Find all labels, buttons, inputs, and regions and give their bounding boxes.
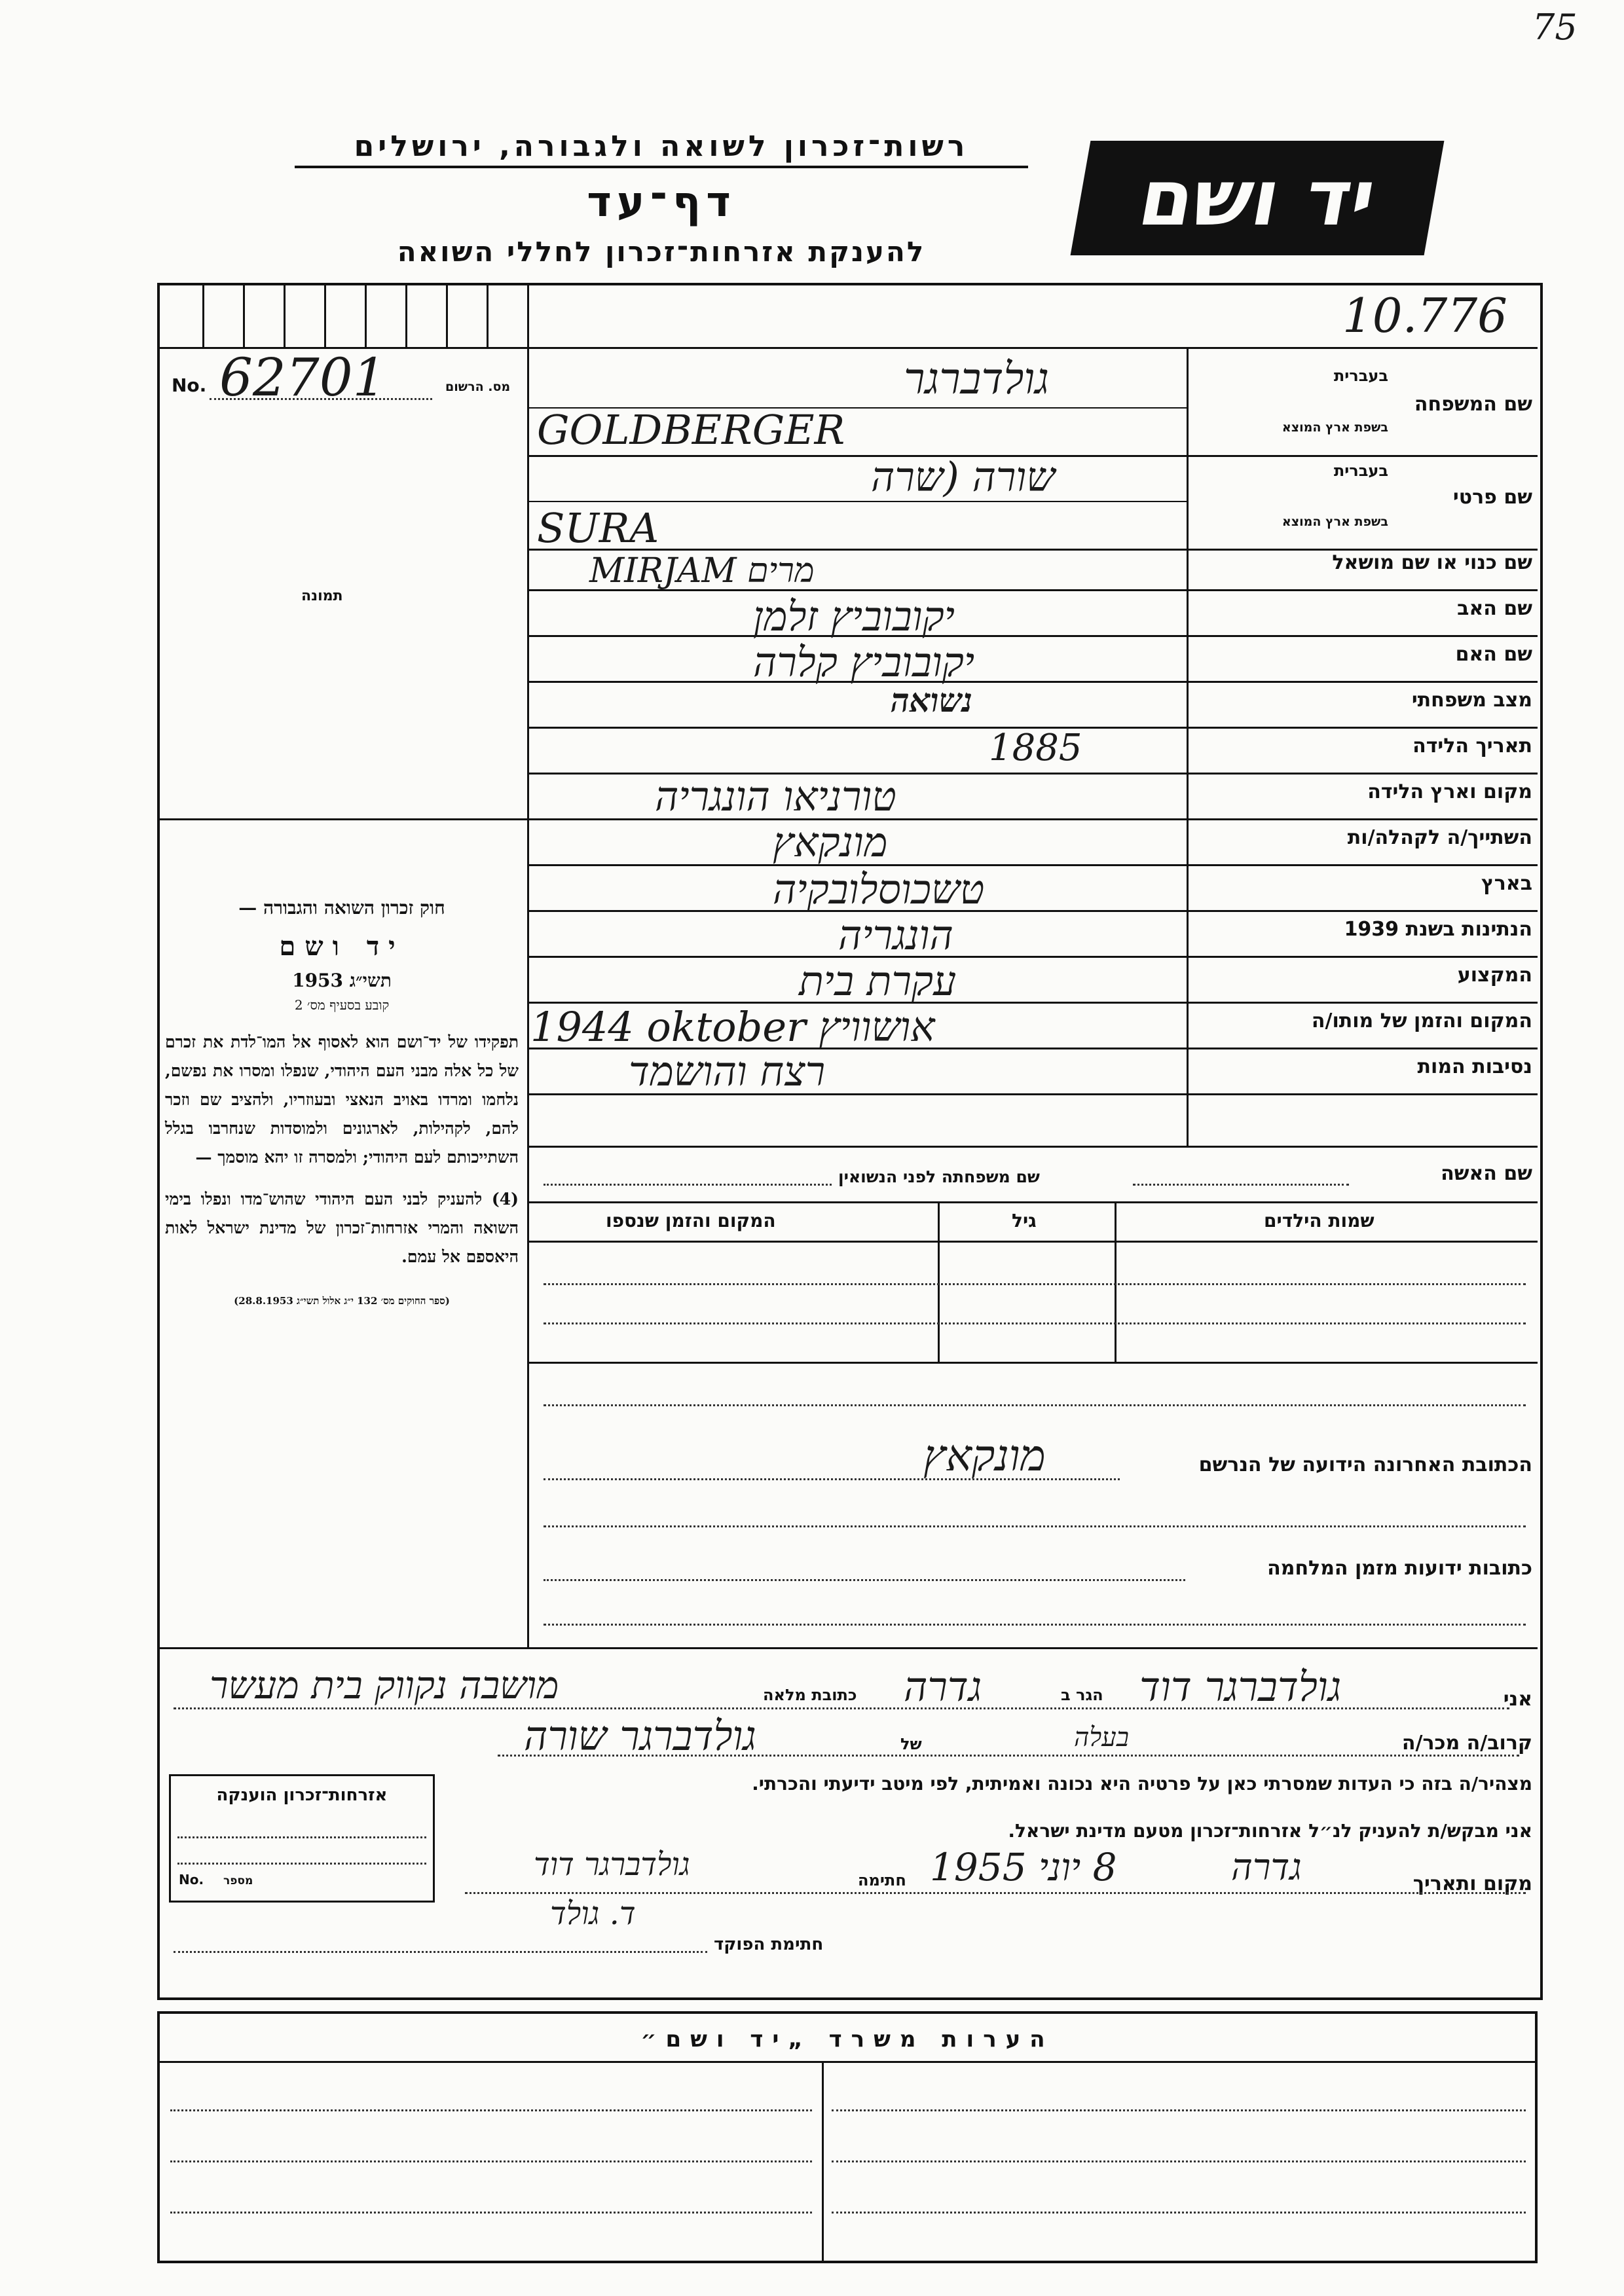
law-clause: קובע בסעיף מס׳ 2 [294,997,390,1013]
column-divider [527,285,529,1647]
father-value: יקובוביץ זלמן [753,592,955,640]
children-death-header: המקום והזמן שנספו [606,1210,776,1231]
declarant-name: גולדברגר דוד [1139,1663,1342,1711]
photo-area-bottom [160,818,527,820]
law-paragraph-2: (4) להעניק לבני העם היהודי שהוש־מדו ונפלו בימי השואה והמרי אזרחות־זכרון של מדינת ישראל לאות היאספם אל עמם. [165,1190,519,1266]
citizenship-granted-box [169,1774,435,1903]
nickname-value: מרים MIRJAM [589,551,815,591]
citizenship-1939-value: הונגריה [838,911,953,959]
birth-date-value: 1885 [989,727,1082,769]
law-name: יד ושם [279,931,405,962]
given-hebrew-value: שורה (שרה [871,453,1056,501]
given-origin-sub: בשפת ארץ המוצא [1282,515,1388,529]
photo-label: תמונה [301,588,343,604]
declarant-signature: גולדברגר דוד [534,1846,690,1883]
death-cause-label: נסיבות המות [1417,1055,1532,1078]
citizenship-number-label: מספר [223,1874,253,1887]
mother-label: שם האם [1455,643,1532,666]
marital-status-value: נשואה [891,681,973,720]
declaration-top-line [160,1647,1538,1649]
maiden-name-label: שם משפחתה לפני הנשואין [838,1167,1040,1186]
i-label: אני [1503,1688,1532,1711]
relative-label: קרוב/ה מכר/ה [1401,1732,1532,1755]
citizenship-box-title: אזרחות־זכרון הוענקה [216,1785,388,1805]
birth-place-label: מקום וארץ הלידה [1367,780,1532,803]
law-text-block [165,897,519,1307]
officer-signature-label: חתימת הפוקד [714,1935,824,1954]
given-hebrew-sub: בעברית [1333,462,1388,480]
registration-number: 62701 [219,347,386,408]
logo-text: יד ושם [1132,153,1382,243]
surname-hebrew-sub: בעברית [1333,367,1388,385]
war-address-label: כתובות ידועות מזמן המלחמה [1267,1557,1532,1580]
law-year: תשי״ג 1953 [292,970,392,991]
of-label: של [900,1735,922,1753]
page-title: דף־עד [587,178,736,227]
statement-2: אני מבקש/ת להעניק לנ״ל אזרחות־זכרון מטעם מדינת ישראל. [1008,1820,1532,1842]
citizenship-no-label: No. [179,1872,204,1887]
surname-label: שם המשפחה [1414,393,1532,416]
page-subtitle: להענקת אזרחות־זכרון לחללי השואה [397,236,926,268]
community-label: השתייך/ה לקהלה/ות [1347,826,1532,849]
date-value: 8 יוני 1955 [930,1845,1117,1889]
place-value: גדרה [1231,1846,1302,1889]
children-names-header: שמות הילדים [1264,1210,1375,1231]
profession-label: המקצוע [1457,964,1532,987]
profession-value: עקרת בית [799,957,957,1005]
number-boxes [164,285,527,347]
relative-of-value: גולדברגר שורה [524,1712,756,1760]
birth-date-label: תאריך הלידה [1412,735,1532,757]
registration-number-label: מס. הרשום [445,380,511,394]
death-place-label: המקום והזמן של מותו/ה [1311,1010,1532,1032]
authority-name: רשות־זכרון לשואה ולגבורה, ירושלים [295,130,1028,168]
death-place-value: 1944 oktober אושוויץ [530,1003,935,1051]
mother-value: יקובוביץ קלרה [753,638,975,686]
full-address-label: כתובת מלאה [763,1686,857,1704]
relation-value: בעלה [1074,1722,1130,1753]
resident-label: הגר ב [1061,1686,1103,1704]
surname-origin-sub: בשפת ארץ המוצא [1282,420,1388,435]
given-origin-value: SURA [537,504,659,552]
death-cause-value: רצח והושמד [629,1048,826,1095]
children-age-header: גיל [1012,1210,1037,1231]
given-name-label: שם פרטי [1452,486,1532,509]
surname-origin-value: GOLDBERGER [537,406,845,454]
declarant-address: מושבה נקווק בית מעשר [210,1663,559,1707]
wife-label: שם האשה [1441,1162,1532,1185]
nickname-label: שם כנוי או שם מושאל [1332,551,1532,574]
country-value: טשכוסלובקיה [773,866,985,913]
law-title: חוק זכרון השואה והגבורה — [238,897,445,919]
yad-vashem-logo [1071,141,1445,255]
law-source: (ספר החוקים מס׳ 132 י״ג אלול תשי״ג 28.8.1953) [234,1295,450,1307]
label-column-divider [1187,347,1189,1146]
father-label: שם האב [1457,597,1532,620]
birth-place-value: טורניאו הונגריה [655,773,896,820]
file-number: 10.776 [1342,288,1507,343]
statement-1: מצהיר/ה בזה כי העדות שמסרתי כאן על פרטיה היא נכונה ואמיתית, לפי מיטב ידיעתי והכרתי. [752,1773,1532,1795]
place-date-label: מקום ותאריך [1412,1872,1532,1895]
community-value: מונקאץ [773,818,888,866]
last-address-value: מונקאץ [923,1430,1046,1481]
archive-number: 75 [1532,7,1578,48]
declarant-city: גדרה [904,1663,982,1711]
officer-signature: ד. גולד [550,1895,636,1932]
surname-hebrew-value: גולדברגר [904,354,1050,404]
last-address-label: הכתובת האחרונה הידועה של הנרשם [1198,1453,1532,1476]
citizenship-1939-label: הנתינות בשנת 1939 [1344,918,1532,941]
signature-label: חתימה [858,1871,906,1889]
law-paragraph-1: תפקידו של יד־ושם הוא לאסוף אל המו־לדת את זכרם של כל אלה מבני העם היהודי, שנפלו ומסרו את נפשם, נלחמו ומרדו באויב הנאצי ובעוזריו, ולהציב שם וזכר להם, לקהילות, לארגונים ולמוסדות שנחרבו בגלל השתייכותם לעם היהודי; ולמסרה זו יהא מוסמך — [165,1032,519,1167]
marital-status-label: מצב משפחתי [1411,689,1532,712]
country-label: בארץ [1481,872,1532,895]
no-label: No. [172,374,207,396]
notes-title: הערות משרד „יד ושם״ [640,2026,1054,2052]
